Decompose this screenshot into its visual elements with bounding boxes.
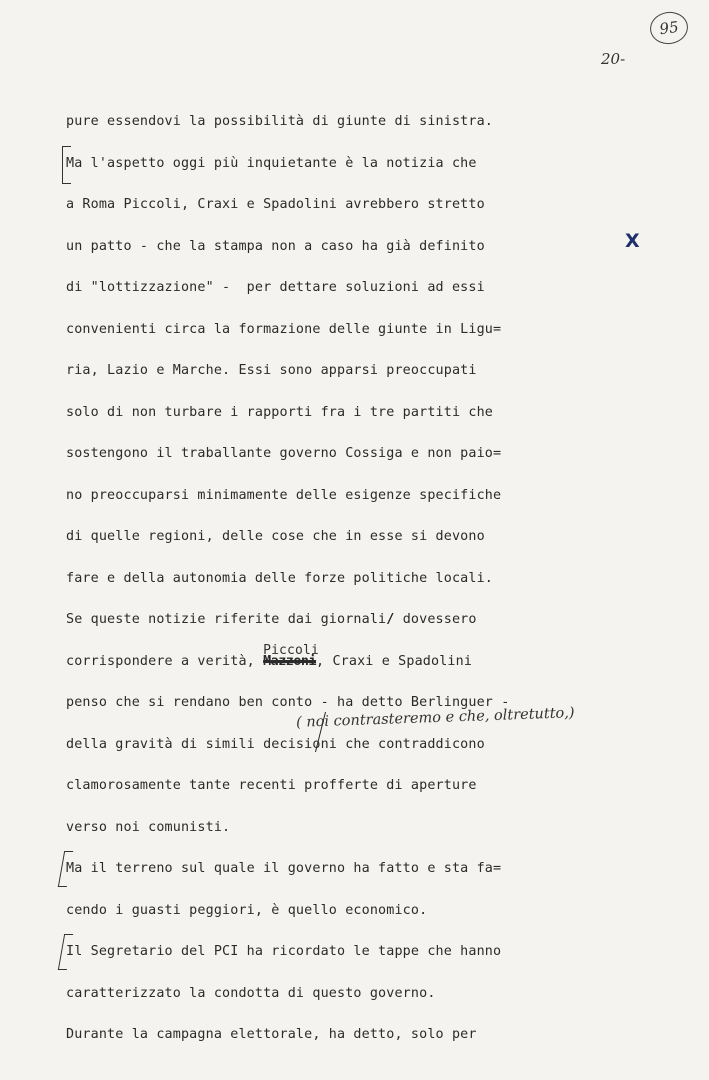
archive-stamp: 95 xyxy=(648,10,690,47)
text-line: un patto - che la stampa non a caso ha già definito xyxy=(66,239,485,254)
text-line: di "lottizzazione" - per dettare soluzioni ad essi xyxy=(66,280,485,295)
margin-x-mark: X xyxy=(625,230,640,252)
text-line: pure essendovi la possibilità di giunte di sinistra. xyxy=(66,114,494,129)
text-line: solo di non turbare i rapporti fra i tre partiti che xyxy=(66,405,494,420)
text-line: a Roma Piccoli, Craxi e Spadolini avrebbero stretto xyxy=(66,197,485,212)
text-line: no preoccuparsi minimamente delle esigenze specifiche xyxy=(66,488,502,503)
text-line: caratterizzato la condotta di questo governo. xyxy=(66,986,436,1001)
text-line xyxy=(66,643,473,670)
text-line: fare e della autonomia delle forze politiche locali. xyxy=(66,571,494,586)
struck-word: Mazzoni xyxy=(263,654,317,669)
text-line: di quelle regioni, delle cose che in esse si devono xyxy=(66,529,485,544)
text-line: convenienti circa la formazione delle giunte in Ligu= xyxy=(66,322,502,337)
text-line: Durante la campagna elettorale, ha detto, solo per xyxy=(66,1027,477,1042)
text-line: Il Segretario del PCI ha ricordato le tappe che hanno xyxy=(66,944,502,959)
text-line: Ma l'aspetto oggi più inquietante è la notizia che xyxy=(66,156,477,171)
inserted-word: Piccoli xyxy=(263,643,319,658)
handwritten-slash: / xyxy=(386,612,395,627)
text-line: ria, Lazio e Marche. Essi sono apparsi preoccupati xyxy=(66,363,477,378)
text-line: sostengono il traballante governo Cossiga e non paio= xyxy=(66,446,502,461)
text-line: della gravità di simili decisioni che contraddicono xyxy=(66,737,485,752)
correction xyxy=(263,643,319,670)
text-segment: dovessero xyxy=(394,612,477,627)
text-segment: Se queste notizie riferite dai giornali xyxy=(66,612,387,627)
text-segment: , Craxi e Spadolini xyxy=(316,654,473,669)
text-line: penso che si rendano ben conto - ha detto Berlinguer - xyxy=(66,695,510,710)
text-line: clamorosamente tante recenti profferte di aperture xyxy=(66,778,477,793)
text-line: Ma il terreno sul quale il governo ha fatto e sta fa= xyxy=(66,861,502,876)
handwritten-insertion: ( noi contrasteremo e che, oltretutto,) xyxy=(295,705,575,731)
page-number: 20- xyxy=(601,50,626,68)
text-line: verso noi comunisti. xyxy=(66,820,231,835)
text-line: cendo i guasti peggiori, è quello economico. xyxy=(66,903,428,918)
text-line xyxy=(66,612,477,628)
text-segment: corrispondere a verità, xyxy=(66,654,264,669)
